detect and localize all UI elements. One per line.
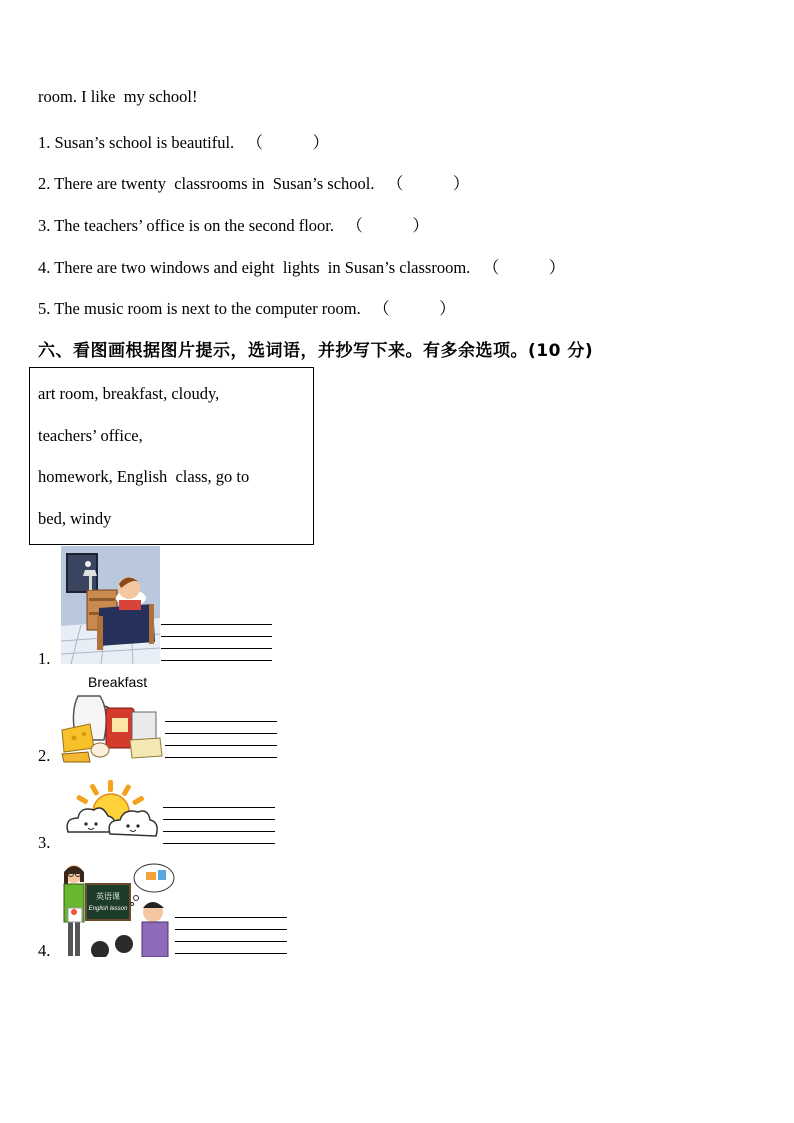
answer-lines-1[interactable] xyxy=(161,624,272,672)
breakfast-food-icon xyxy=(60,692,164,764)
english-class-icon xyxy=(60,862,176,957)
item-number-1: 1. xyxy=(38,649,51,668)
answer-lines-3[interactable] xyxy=(163,807,275,855)
answer-blank-2[interactable]: （ ） xyxy=(386,174,470,193)
word-box-line-4: bed, windy xyxy=(38,509,112,528)
question-1: 1. Susan’s school is beautiful. （ ） xyxy=(38,133,330,152)
board-text-en: English lesson xyxy=(88,906,128,912)
answer-blank-3[interactable]: （ ） xyxy=(346,216,429,235)
question-5: 5. The music room is next to the computer room. （ ） xyxy=(38,299,456,318)
sleeping-boy-icon xyxy=(61,546,160,664)
question-3: 3. The teachers’ office is on the second floor. （ ） xyxy=(38,216,429,235)
question-4: 4. There are two windows and eight lights in Susan’s classroom. （ ） xyxy=(38,258,566,277)
item-number-2: 2. xyxy=(38,746,51,765)
breakfast-caption: Breakfast xyxy=(88,674,148,690)
answer-lines-4[interactable] xyxy=(175,917,287,965)
reading-intro-end: room. I like my school! xyxy=(38,87,198,106)
item-number-4: 4. xyxy=(38,941,51,960)
board-text-cn: 英语课 xyxy=(96,892,120,901)
answer-lines-2[interactable] xyxy=(165,721,277,769)
word-box xyxy=(29,367,314,545)
word-box-line-1: art room, breakfast, cloudy, xyxy=(38,384,220,403)
answer-blank-1[interactable]: （ ） xyxy=(246,133,330,152)
word-box-line-3: homework, English class, go to xyxy=(38,467,250,486)
section-heading: 六、看图画根据图片提示，选词语，并抄写下来。有多余选项。(10 分) xyxy=(38,341,594,361)
answer-blank-5[interactable]: （ ） xyxy=(373,299,456,318)
item-number-3: 3. xyxy=(38,833,51,852)
answer-blank-4[interactable]: （ ） xyxy=(482,258,566,277)
word-box-line-2: teachers’ office, xyxy=(38,426,143,445)
question-2: 2. There are twenty classrooms in Susan’s school. （ ） xyxy=(38,174,470,193)
sun-clouds-icon xyxy=(62,778,160,848)
